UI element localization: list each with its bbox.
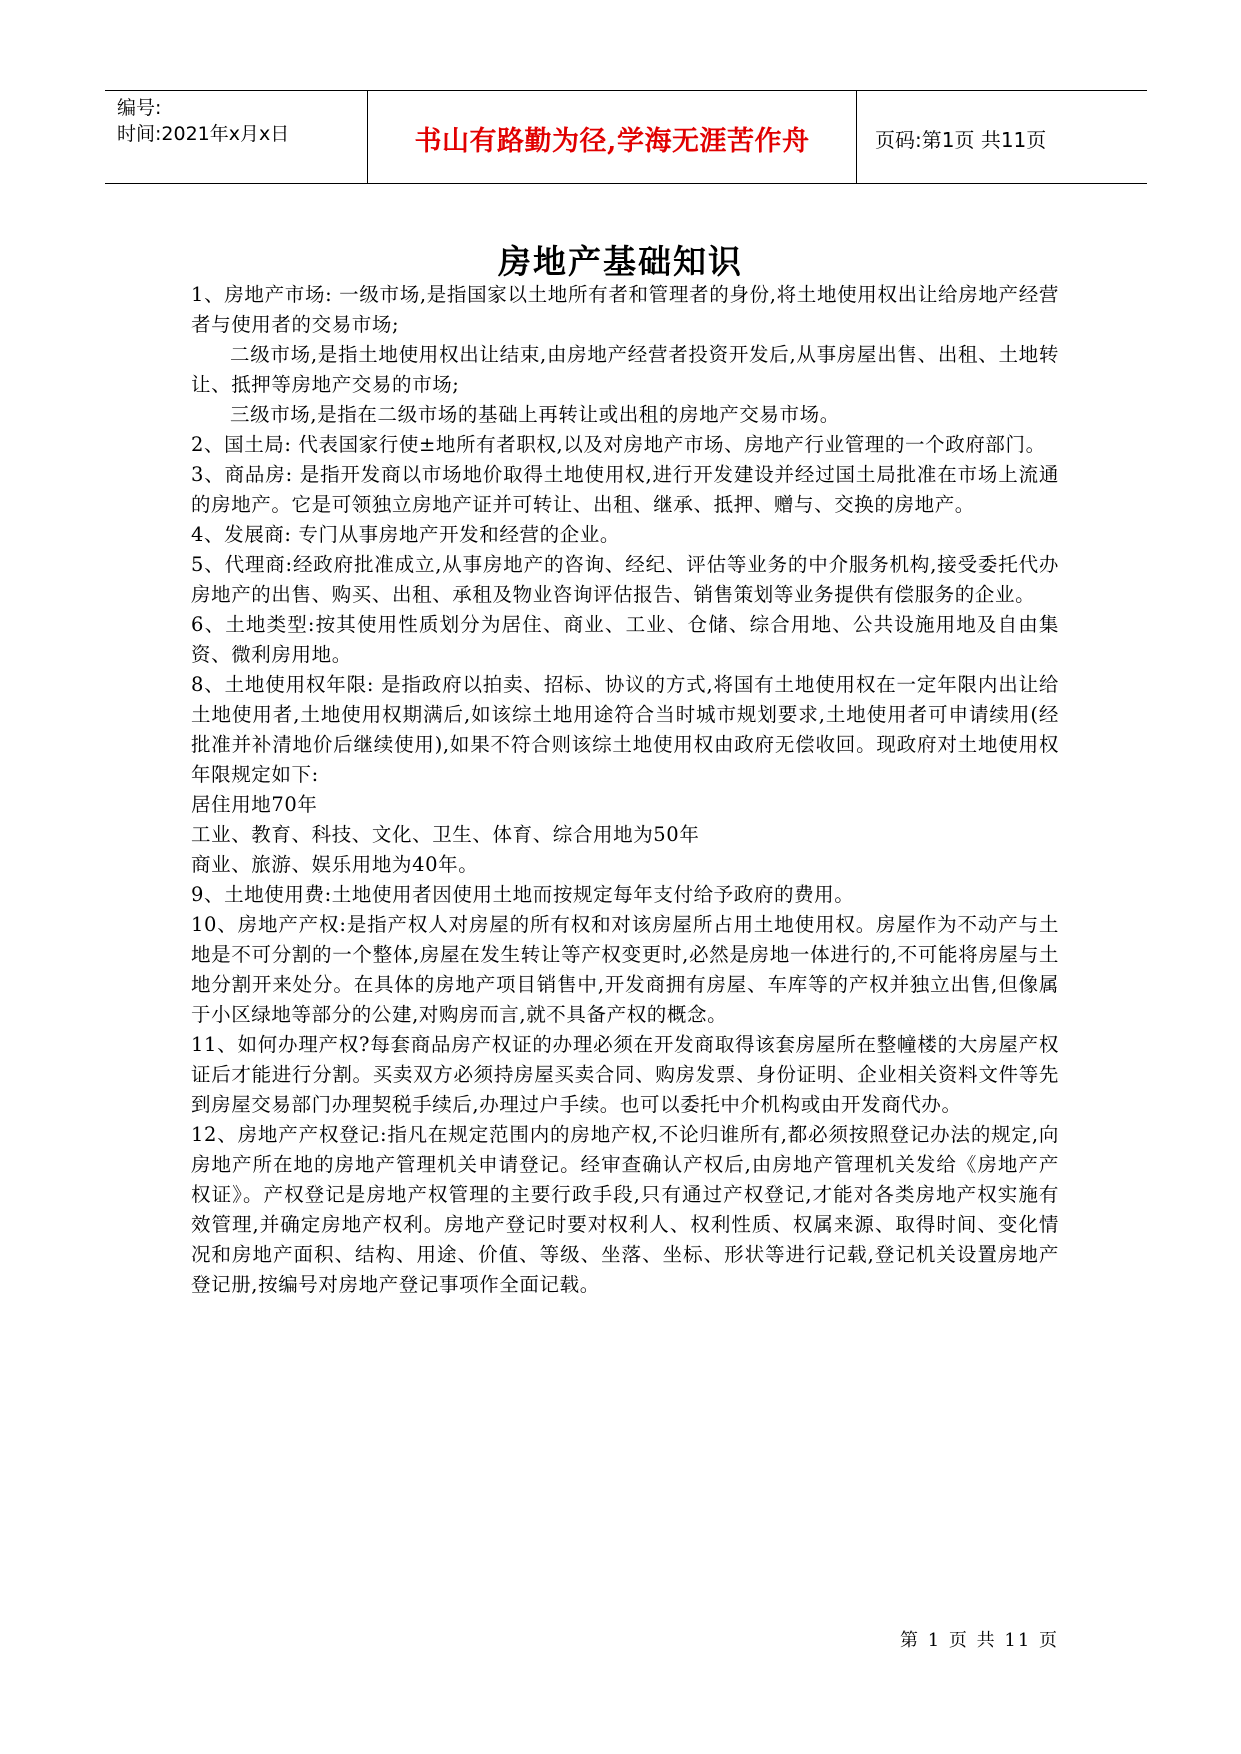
body-paragraph: 11、如何办理产权?每套商品房产权证的办理必须在开发商取得该套房屋所在整幢楼的大房屋产权证后才能进行分割。买卖双方必须持房屋买卖合同、购房发票、身份证明、企业相关资料文件等先到房屋交易部门办理契税手续后,办理过户手续。也可以委托中介机构或由开发商代办。 — [191, 1033, 1059, 1116]
body-paragraph: 1、房地产市场: 一级市场,是指国家以土地所有者和管理者的身份,将土地使用权出让给房地产经营者与使用者的交易市场; — [191, 283, 1059, 336]
header-meta-cell — [105, 91, 367, 183]
page-header — [105, 90, 1147, 184]
body-paragraph: 10、房地产产权:是指产权人对房屋的所有权和对该房屋所占用土地使用权。房屋作为不动产与土地是不可分割的一个整体,房屋在发生转让等产权变更时,必然是房地一体进行的,不可能将房屋与土地分割开来处分。在具体的房地产项目销售中,开发商拥有房屋、车库等的产权并独立出售,但像属于小区绿地等部分的公建,对购房而言,就不具备产权的概念。 — [191, 913, 1059, 1026]
body-paragraph: 2、国土局: 代表国家行使±地所有者职权,以及对房地产市场、房地产行业管理的一个政府部门。 — [191, 433, 1046, 456]
body-paragraph: 工业、教育、科技、文化、卫生、体育、综合用地为50年 — [191, 823, 700, 846]
header-page-info: 页码:第1页 共11页 — [875, 128, 1047, 152]
time-label: 时间:2021年x月x日 — [117, 123, 290, 145]
body-paragraph: 12、房地产产权登记:指凡在规定范围内的房地产权,不论归谁所有,都必须按照登记办法的规定,向房地产所在地的房地产管理机关申请登记。经审查确认产权后,由房地产管理机关发给《房地产产权证》。产权登记是房地产权管理的主要行政手段,只有通过产权登记,才能对各类房地产权实施有效管理,并确定房地产权利。房地产登记时要对权利人、权利性质、权属来源、取得时间、变化情况和房地产面积、结构、用途、价值、等级、坐落、坐标、形状等进行记载,登记机关设置房地产登记册,按编号对房地产登记事项作全面记载。 — [191, 1123, 1059, 1296]
body-paragraph: 5、代理商:经政府批准成立,从事房地产的咨询、经纪、评估等业务的中介服务机构,接受委托代办房地产的出售、购买、出租、承租及物业咨询评估报告、销售策划等业务提供有偿服务的企业。 — [191, 553, 1059, 606]
body-paragraph: 4、发展商: 专门从事房地产开发和经营的企业。 — [191, 523, 620, 546]
document-body — [191, 280, 1059, 1300]
body-paragraph: 三级市场,是指在二级市场的基础上再转让或出租的房地产交易市场。 — [230, 403, 840, 426]
body-paragraph: 6、土地类型:按其使用性质划分为居住、商业、工业、仓储、综合用地、公共设施用地及自由集资、微利房用地。 — [191, 613, 1059, 666]
document-title: 房地产基础知识 — [498, 242, 743, 281]
page-footer: 第 1 页 共 11 页 — [900, 1630, 1059, 1651]
body-paragraph: 二级市场,是指土地使用权出让结束,由房地产经营者投资开发后,从事房屋出售、出租、土地转让、抵押等房地产交易的市场; — [191, 343, 1059, 396]
body-paragraph: 3、商品房: 是指开发商以市场地价取得土地使用权,进行开发建设并经过国土局批准在市场上流通的房地产。它是可领独立房地产证并可转让、出租、继承、抵押、赠与、交换的房地产。 — [191, 463, 1059, 516]
motto-text: 书山有路勤为径,学海无涯苦作舟 — [414, 126, 810, 157]
body-paragraph: 9、土地使用费:土地使用者因使用土地而按规定每年支付给予政府的费用。 — [191, 883, 855, 906]
serial-number-label: 编号: — [117, 97, 162, 119]
header-motto-cell — [367, 91, 857, 183]
body-paragraph: 居住用地70年 — [191, 793, 318, 816]
body-paragraph: 商业、旅游、娱乐用地为40年。 — [191, 853, 479, 876]
body-paragraph: 8、土地使用权年限: 是指政府以拍卖、招标、协议的方式,将国有土地使用权在一定年限内出让给土地使用者,土地使用权期满后,如该综土地用途符合当时城市规划要求,土地使用者可申请续用(经批准并补清地价后继续使用),如果不符合则该综土地使用权由政府无偿收回。现政府对土地使用权年限规定如下: — [191, 673, 1059, 786]
header-page-cell — [857, 91, 1147, 183]
